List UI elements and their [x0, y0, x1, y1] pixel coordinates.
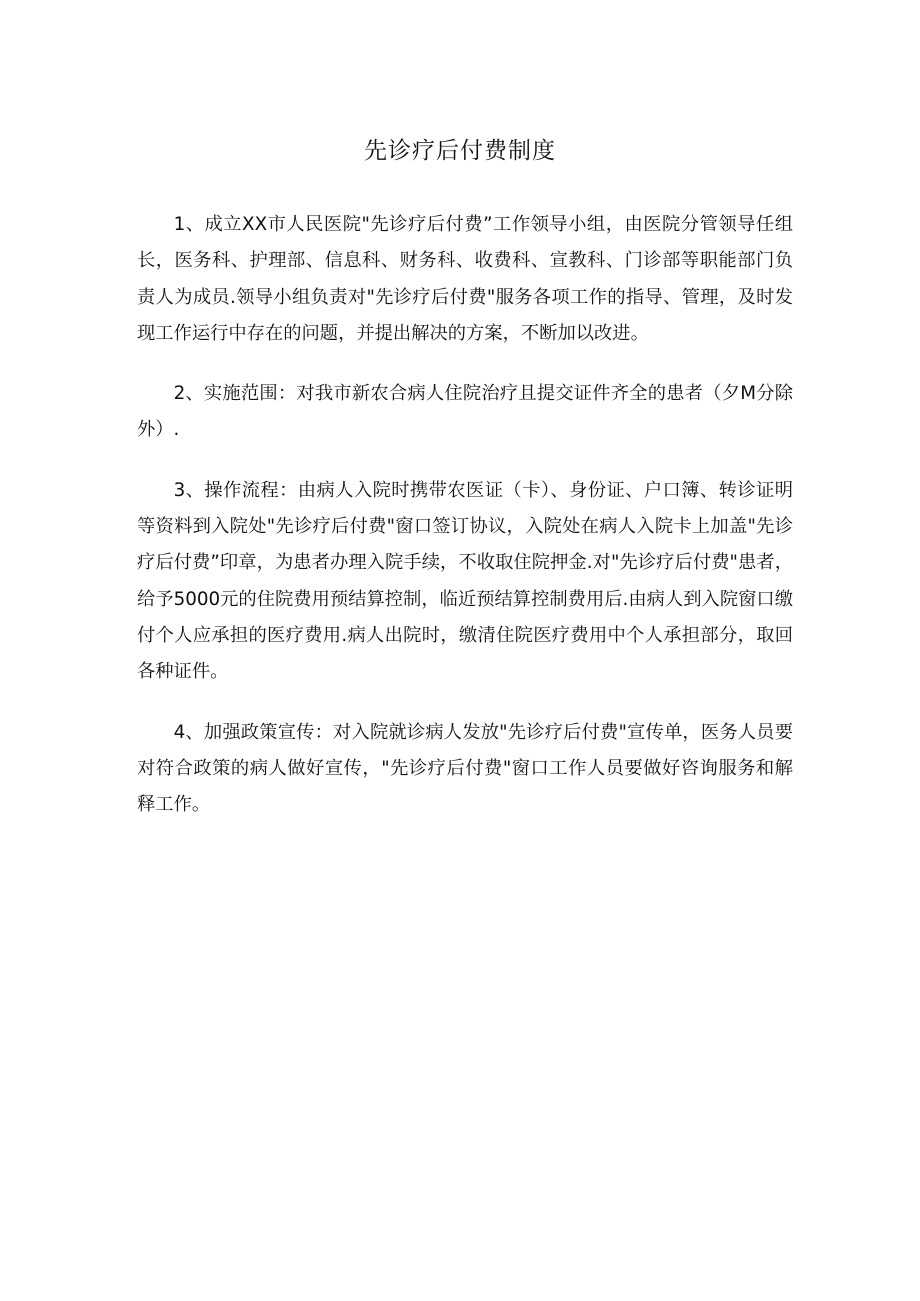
paragraph-1: 1、成立XX市人民医院"先诊疗后付费”工作领导小组，由医院分管领导任组长，医务科、护理部、信息科、财务科、收费科、宣教科、门诊部等职能部门负责人为成员.领导小组负责对"先诊疗后付费"服务各项工作的指导、管理，及时发现工作运行中存在的问题，并提出解决的方案，不断加以改进。: [137, 214, 793, 344]
paragraph-4: 4、加强政策宣传：对入院就诊病人发放"先诊疗后付费"宣传单，医务人员要对符合政策的病人做好宣传，"先诊疗后付费"窗口工作人员要做好咨询服务和解释工作。: [137, 721, 793, 816]
paragraph-2: 2、实施范围：对我市新农合病人住院治疗且提交证件齐全的患者（夕M分除外）.: [137, 383, 793, 441]
document-title: 先诊疗后付费制度: [364, 138, 556, 164]
paragraph-3: 3、操作流程：由病人入院时携带农医证（卡）、身份证、户口簿、转诊证明等资料到入院处"先诊疗后付费"窗口签订协议，入院处在病人入院卡上加盖"先诊疗后付费”印章，为患者办理入院手续，不收取住院押金.对"先诊疗后付费"患者，给予5000元的住院费用预结算控制，临近预结算控制费用后.由病人到入院窗口缴付个人应承担的医疗费用.病人出院时，缴清住院医疗费用中个人承担部分，取回各种证件。: [137, 479, 793, 683]
document-body: [137, 207, 793, 847]
